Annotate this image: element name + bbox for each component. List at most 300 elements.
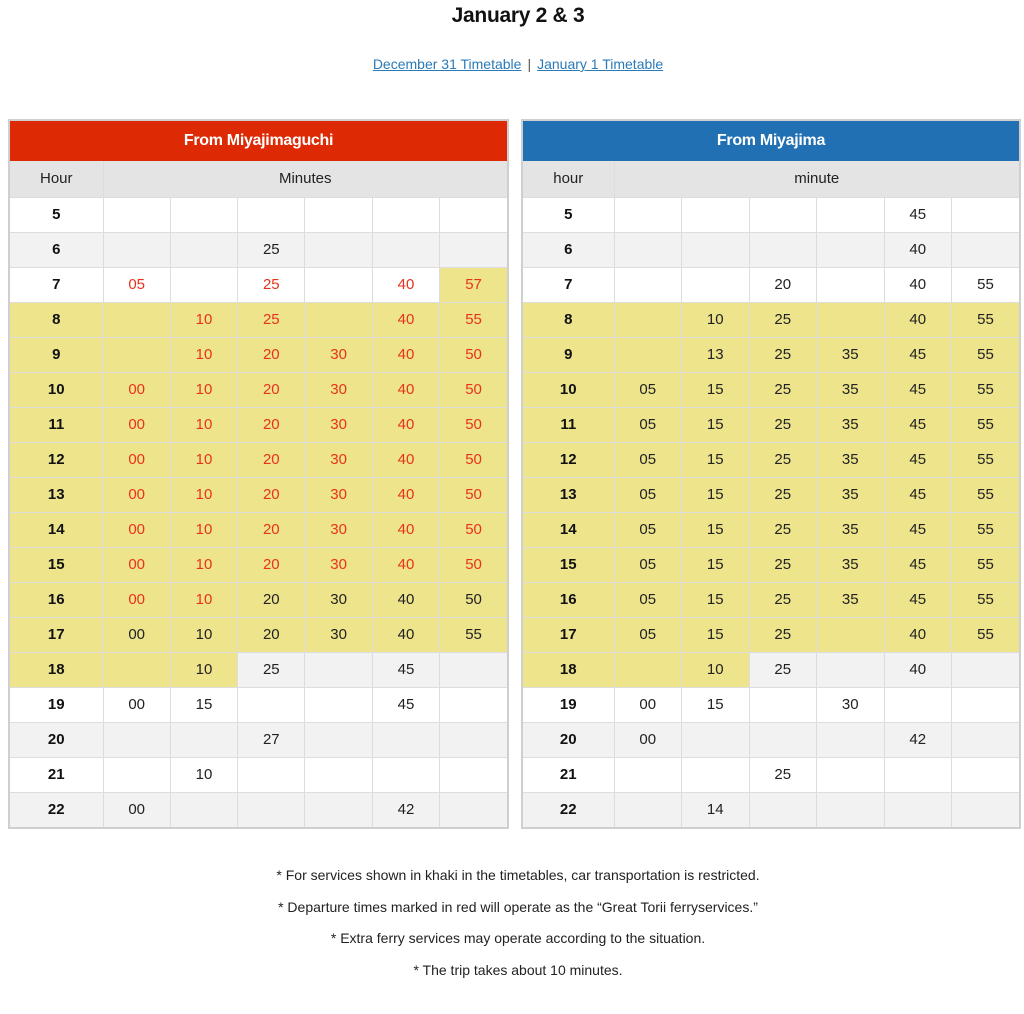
minute-cell: 55 [952, 442, 1020, 477]
minute-cell: 40 [372, 442, 439, 477]
minute-cell [817, 617, 885, 652]
hour-cell: 8 [523, 302, 614, 337]
minute-cell: 00 [103, 512, 170, 547]
minute-cell: 35 [817, 512, 885, 547]
hour-cell: 13 [523, 477, 614, 512]
minute-cell: 15 [682, 512, 750, 547]
minute-cell: 25 [749, 302, 817, 337]
minute-cell: 10 [682, 302, 750, 337]
minute-cell [372, 197, 439, 232]
hour-row [523, 582, 1019, 617]
minute-cell [170, 232, 237, 267]
minute-cell: 50 [440, 407, 507, 442]
header-row [10, 161, 507, 197]
minute-cell: 30 [305, 407, 372, 442]
minute-cell: 30 [305, 442, 372, 477]
minute-cell: 50 [440, 512, 507, 547]
minute-cell [305, 267, 372, 302]
minute-cell: 25 [749, 337, 817, 372]
minute-cell: 40 [372, 407, 439, 442]
minute-cell: 20 [238, 477, 305, 512]
timetable-from-miyajima [521, 119, 1021, 829]
hour-cell: 16 [523, 582, 614, 617]
minute-cell [440, 792, 507, 827]
minute-cell: 40 [884, 232, 952, 267]
minute-cell [238, 757, 305, 792]
minute-cell: 25 [749, 407, 817, 442]
hour-cell: 20 [523, 722, 614, 757]
minute-cell: 00 [103, 582, 170, 617]
hour-cell: 22 [10, 792, 103, 827]
minute-cell: 20 [238, 582, 305, 617]
minute-cell: 50 [440, 477, 507, 512]
minute-cell: 20 [238, 372, 305, 407]
hour-row [523, 232, 1019, 267]
minute-cell: 50 [440, 442, 507, 477]
minute-cell [440, 652, 507, 687]
hour-cell: 18 [10, 652, 103, 687]
minute-cell: 30 [305, 617, 372, 652]
minute-cell: 25 [749, 477, 817, 512]
minute-cell: 00 [103, 477, 170, 512]
minute-cell [103, 652, 170, 687]
minute-cell: 10 [682, 652, 750, 687]
minute-cell: 10 [170, 512, 237, 547]
minute-cell: 45 [372, 652, 439, 687]
hour-cell: 7 [523, 267, 614, 302]
minute-cell: 10 [170, 477, 237, 512]
minute-cell: 10 [170, 337, 237, 372]
minute-cell: 57 [440, 267, 507, 302]
minute-cell: 40 [372, 582, 439, 617]
minute-cell: 50 [440, 337, 507, 372]
minute-cell: 50 [440, 372, 507, 407]
minute-cell [305, 197, 372, 232]
minute-cell: 55 [952, 547, 1020, 582]
minute-cell: 45 [884, 337, 952, 372]
minute-cell: 25 [238, 652, 305, 687]
minute-cell: 40 [884, 267, 952, 302]
minute-cell [614, 652, 682, 687]
hour-row [523, 512, 1019, 547]
minute-cell: 15 [682, 547, 750, 582]
minute-cell: 40 [372, 337, 439, 372]
minute-cell: 40 [884, 302, 952, 337]
minute-cell [103, 302, 170, 337]
hour-row [10, 302, 507, 337]
minute-cell [682, 757, 750, 792]
minute-cell: 20 [238, 442, 305, 477]
minute-cell: 05 [614, 407, 682, 442]
minute-cell [817, 197, 885, 232]
hour-row [523, 337, 1019, 372]
minute-cell [749, 197, 817, 232]
hour-cell: 5 [523, 197, 614, 232]
hour-row [523, 617, 1019, 652]
hour-cell: 15 [523, 547, 614, 582]
minute-cell: 00 [103, 372, 170, 407]
hour-cell: 18 [523, 652, 614, 687]
minute-cell: 45 [884, 372, 952, 407]
hour-row [523, 407, 1019, 442]
minute-cell: 20 [238, 407, 305, 442]
minute-cell: 25 [238, 267, 305, 302]
minute-cell: 55 [952, 477, 1020, 512]
minute-cell: 15 [682, 442, 750, 477]
minute-cell: 40 [884, 617, 952, 652]
minute-cell: 15 [682, 617, 750, 652]
minute-cell: 55 [952, 407, 1020, 442]
minutes-column-header: minute [614, 161, 1019, 197]
minute-cell [170, 267, 237, 302]
minute-cell [103, 232, 170, 267]
minute-cell: 35 [817, 582, 885, 617]
minute-cell: 25 [238, 302, 305, 337]
minute-cell: 25 [749, 582, 817, 617]
hour-cell: 19 [10, 687, 103, 722]
hour-cell: 15 [10, 547, 103, 582]
minute-cell [170, 722, 237, 757]
minute-cell [749, 232, 817, 267]
minute-cell: 40 [372, 267, 439, 302]
hour-cell: 20 [10, 722, 103, 757]
hour-column-header: hour [523, 161, 614, 197]
minute-cell [305, 687, 372, 722]
hour-cell: 16 [10, 582, 103, 617]
minute-cell [884, 757, 952, 792]
minute-cell: 20 [749, 267, 817, 302]
minute-cell [305, 302, 372, 337]
minute-cell [440, 757, 507, 792]
minute-cell: 45 [884, 547, 952, 582]
minute-cell: 05 [614, 372, 682, 407]
minute-cell [749, 722, 817, 757]
minute-cell [952, 687, 1020, 722]
minute-cell: 45 [884, 442, 952, 477]
minute-cell: 10 [170, 547, 237, 582]
minute-cell: 40 [372, 617, 439, 652]
page-title: January 2 & 3 [451, 4, 585, 27]
minute-cell: 20 [238, 337, 305, 372]
minute-cell [884, 792, 952, 827]
minute-cell: 42 [884, 722, 952, 757]
minute-cell: 10 [170, 617, 237, 652]
minute-cell [614, 302, 682, 337]
minute-cell: 35 [817, 337, 885, 372]
minute-cell: 20 [238, 547, 305, 582]
hour-cell: 12 [10, 442, 103, 477]
minute-cell [952, 722, 1020, 757]
minute-cell: 20 [238, 617, 305, 652]
hour-row [10, 407, 507, 442]
minute-cell: 05 [103, 267, 170, 302]
footnotes [0, 866, 1024, 992]
hour-row [10, 337, 507, 372]
minute-cell: 15 [682, 477, 750, 512]
minute-cell [614, 757, 682, 792]
minute-cell [952, 652, 1020, 687]
hour-row [523, 302, 1019, 337]
minute-cell [817, 792, 885, 827]
minute-cell: 15 [682, 407, 750, 442]
hour-cell: 14 [523, 512, 614, 547]
minute-cell [749, 792, 817, 827]
minute-cell [305, 232, 372, 267]
minute-cell [305, 757, 372, 792]
hour-row [10, 547, 507, 582]
timetable-links [0, 56, 1024, 72]
minute-cell [103, 197, 170, 232]
minute-cell: 14 [682, 792, 750, 827]
minute-cell: 30 [305, 547, 372, 582]
minute-cell: 30 [305, 337, 372, 372]
minute-cell [305, 722, 372, 757]
minute-cell: 55 [952, 267, 1020, 302]
minute-cell: 15 [682, 372, 750, 407]
minute-cell: 45 [884, 197, 952, 232]
minute-cell: 00 [103, 547, 170, 582]
minute-cell [614, 197, 682, 232]
minute-cell [440, 722, 507, 757]
minute-cell: 05 [614, 512, 682, 547]
hour-cell: 6 [10, 232, 103, 267]
minute-cell [238, 792, 305, 827]
minute-cell [170, 792, 237, 827]
minute-cell: 05 [614, 617, 682, 652]
hour-cell: 9 [523, 337, 614, 372]
minute-cell: 10 [170, 757, 237, 792]
hour-cell: 8 [10, 302, 103, 337]
minute-cell: 27 [238, 722, 305, 757]
timetable-title: From Miyajima [523, 121, 1019, 161]
minute-cell: 35 [817, 547, 885, 582]
hour-row [10, 652, 507, 687]
minute-cell: 40 [372, 372, 439, 407]
minute-cell: 15 [682, 687, 750, 722]
hour-cell: 21 [10, 757, 103, 792]
minute-cell [103, 757, 170, 792]
minute-cell: 40 [372, 302, 439, 337]
minute-cell: 05 [614, 477, 682, 512]
minute-cell: 40 [372, 512, 439, 547]
minute-cell [103, 722, 170, 757]
footnote-red: * Departure times marked in red will operate as the “Great Torii ferryservices.” [278, 898, 758, 915]
minute-cell: 00 [103, 792, 170, 827]
minute-cell: 20 [238, 512, 305, 547]
minute-cell: 25 [749, 617, 817, 652]
hour-row [10, 477, 507, 512]
minute-cell [952, 232, 1020, 267]
minute-cell: 00 [103, 617, 170, 652]
minute-cell: 25 [749, 512, 817, 547]
hour-column-header: Hour [10, 161, 103, 197]
hour-cell: 10 [523, 372, 614, 407]
minute-cell [238, 687, 305, 722]
minute-cell [817, 267, 885, 302]
minute-cell: 10 [170, 582, 237, 617]
hour-cell: 5 [10, 197, 103, 232]
hour-row [10, 372, 507, 407]
minute-cell: 30 [305, 512, 372, 547]
minute-cell: 13 [682, 337, 750, 372]
minute-cell [817, 757, 885, 792]
hour-row [10, 722, 507, 757]
minute-cell: 55 [952, 582, 1020, 617]
minutes-column-header: Minutes [103, 161, 507, 197]
hour-row [523, 372, 1019, 407]
hour-row [10, 442, 507, 477]
minute-cell: 00 [103, 407, 170, 442]
minute-cell [372, 722, 439, 757]
minute-cell [305, 792, 372, 827]
minute-cell [817, 302, 885, 337]
minute-cell: 55 [952, 617, 1020, 652]
timetable-title: From Miyajimaguchi [10, 121, 507, 161]
hour-row [10, 757, 507, 792]
minute-cell [682, 267, 750, 302]
minute-cell: 30 [305, 582, 372, 617]
header-row [523, 161, 1019, 197]
minute-cell: 40 [372, 477, 439, 512]
minute-cell: 25 [749, 652, 817, 687]
minute-cell: 35 [817, 407, 885, 442]
hour-row [523, 267, 1019, 302]
hour-row [523, 547, 1019, 582]
minute-cell [372, 232, 439, 267]
hour-row [10, 582, 507, 617]
minute-cell: 55 [952, 372, 1020, 407]
hour-cell: 12 [523, 442, 614, 477]
minute-cell: 10 [170, 652, 237, 687]
minute-cell [682, 232, 750, 267]
minute-cell: 40 [372, 547, 439, 582]
minute-cell [614, 232, 682, 267]
minute-cell: 00 [614, 722, 682, 757]
minute-cell: 35 [817, 442, 885, 477]
minute-cell [682, 197, 750, 232]
minute-cell: 30 [305, 477, 372, 512]
minute-cell: 25 [238, 232, 305, 267]
hour-cell: 19 [523, 687, 614, 722]
hour-row [523, 442, 1019, 477]
minute-cell [952, 792, 1020, 827]
minute-cell: 30 [305, 372, 372, 407]
minute-cell: 42 [372, 792, 439, 827]
minute-cell [170, 197, 237, 232]
minute-cell [682, 722, 750, 757]
minute-cell: 00 [103, 442, 170, 477]
minute-cell: 55 [440, 302, 507, 337]
minute-cell: 25 [749, 547, 817, 582]
minute-cell [817, 232, 885, 267]
footnote-extra-services: * Extra ferry services may operate according to the situation. [330, 930, 706, 946]
minute-cell [952, 757, 1020, 792]
minute-cell: 45 [372, 687, 439, 722]
footnote-khaki: * For services shown in khaki in the timetables, car transportation is restricted. [276, 867, 760, 883]
hour-row [10, 512, 507, 547]
hour-cell: 14 [10, 512, 103, 547]
hour-cell: 11 [10, 407, 103, 442]
hour-row [523, 652, 1019, 687]
minute-cell: 30 [817, 687, 885, 722]
minute-cell: 35 [817, 372, 885, 407]
minute-cell [817, 722, 885, 757]
minute-cell: 55 [440, 617, 507, 652]
minute-cell: 45 [884, 582, 952, 617]
hour-cell: 10 [10, 372, 103, 407]
minute-cell: 25 [749, 442, 817, 477]
hour-row [523, 757, 1019, 792]
minute-cell: 00 [103, 687, 170, 722]
minute-cell: 05 [614, 582, 682, 617]
minute-cell: 45 [884, 477, 952, 512]
timetable-from-miyajimaguchi [8, 119, 509, 829]
hour-cell: 6 [523, 232, 614, 267]
minute-cell: 15 [682, 582, 750, 617]
footnote-trip-duration: * The trip takes about 10 minutes. [413, 961, 623, 978]
minute-cell: 15 [170, 687, 237, 722]
minute-cell: 25 [749, 372, 817, 407]
minute-cell: 35 [817, 477, 885, 512]
minute-cell: 10 [170, 372, 237, 407]
minute-cell [440, 232, 507, 267]
hour-row [523, 477, 1019, 512]
minute-cell: 55 [952, 302, 1020, 337]
hour-row [523, 687, 1019, 722]
minute-cell [614, 337, 682, 372]
hour-cell: 22 [523, 792, 614, 827]
minute-cell: 55 [952, 512, 1020, 547]
hour-cell: 17 [523, 617, 614, 652]
minute-cell: 05 [614, 442, 682, 477]
hour-cell: 9 [10, 337, 103, 372]
hour-cell: 7 [10, 267, 103, 302]
minute-cell [238, 197, 305, 232]
hour-row [10, 687, 507, 722]
minute-cell [614, 792, 682, 827]
hour-row [10, 267, 507, 302]
hour-row [10, 792, 507, 827]
hour-row [10, 617, 507, 652]
january-1-timetable-link[interactable]: January 1 Timetable [537, 56, 664, 72]
hour-cell: 17 [10, 617, 103, 652]
link-separator: | [527, 56, 532, 72]
minute-cell [614, 267, 682, 302]
minute-cell: 10 [170, 442, 237, 477]
minute-cell [372, 757, 439, 792]
hour-row [523, 792, 1019, 827]
hour-row [523, 197, 1019, 232]
minute-cell: 55 [952, 337, 1020, 372]
minute-cell [440, 197, 507, 232]
minute-cell [817, 652, 885, 687]
timetable-grid [10, 161, 507, 827]
minute-cell: 50 [440, 547, 507, 582]
hour-row [523, 722, 1019, 757]
hour-row [10, 232, 507, 267]
hour-cell: 11 [523, 407, 614, 442]
minute-cell [884, 687, 952, 722]
minute-cell [749, 687, 817, 722]
minute-cell: 00 [614, 687, 682, 722]
minute-cell: 05 [614, 547, 682, 582]
minute-cell: 45 [884, 512, 952, 547]
minute-cell [952, 197, 1020, 232]
minute-cell [103, 337, 170, 372]
december-31-timetable-link[interactable]: December 31 Timetable [372, 56, 522, 72]
minute-cell: 40 [884, 652, 952, 687]
minute-cell [440, 687, 507, 722]
